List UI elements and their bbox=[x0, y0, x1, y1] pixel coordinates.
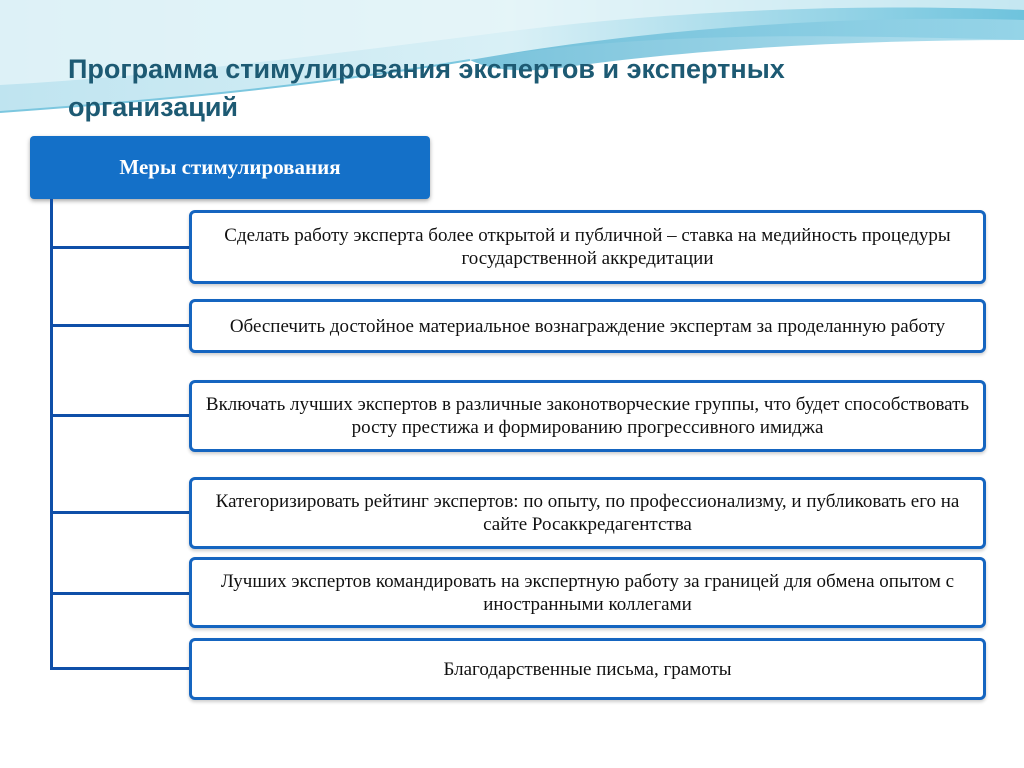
measure-box-2 bbox=[189, 299, 986, 353]
connector-branch bbox=[50, 414, 190, 417]
measure-box-3 bbox=[189, 380, 986, 452]
measure-box-5 bbox=[189, 557, 986, 628]
connector-branch bbox=[50, 511, 190, 514]
connector-branch bbox=[50, 246, 190, 249]
connector-branch bbox=[50, 324, 190, 327]
connector-branch bbox=[50, 592, 190, 595]
measure-box-4 bbox=[189, 477, 986, 549]
connector-branch bbox=[50, 667, 190, 670]
measure-text: Благодарственные письма, грамоты bbox=[443, 658, 732, 680]
slide-title: Программа стимулирования экспертов и экспертных организаций bbox=[68, 54, 785, 122]
measures-header bbox=[30, 136, 430, 199]
measure-text: Сделать работу эксперта более открытой и публичной – ставка на медийность процедуры государственной аккредитации bbox=[224, 225, 951, 269]
measures-header-label: Меры стимулирования bbox=[119, 155, 341, 179]
measure-text: Обеспечить достойное материальное вознаграждение экспертам за проделанную работу bbox=[229, 315, 946, 337]
measure-text: Категоризировать рейтинг экспертов: по опыту, по профессионализму, и публиковать его на сайте Росаккредагентства bbox=[215, 491, 960, 535]
measure-text: Включать лучших экспертов в различные законотворческие группы, что будет способствовать росту престижа и формированию прогрессивного имиджа bbox=[205, 394, 970, 438]
measure-box-6 bbox=[189, 638, 986, 700]
measure-box-1 bbox=[189, 210, 986, 284]
connector-trunk bbox=[50, 199, 53, 669]
measure-text: Лучших экспертов командировать на экспертную работу за границей для обмена опытом с иностранными коллегами bbox=[220, 570, 955, 615]
